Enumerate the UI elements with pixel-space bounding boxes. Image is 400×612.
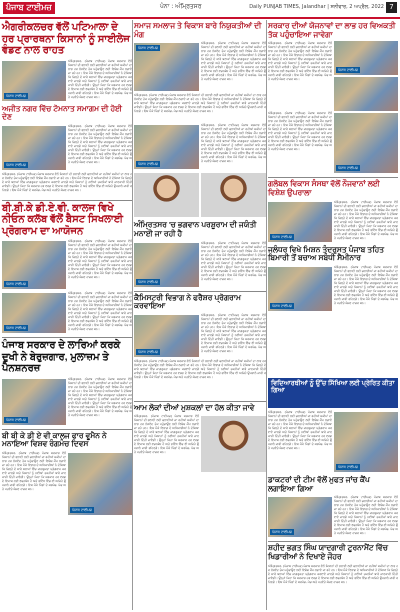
- photo-credit: ਪੰਜਾਬ ਟਾਈਮਜ਼: [138, 279, 158, 284]
- article-text: ਅੰਮ੍ਰਿਤਸਰ, (ਪੰਜਾਬ ਟਾਈਮਜ਼) ਪੰਜਾਬ ਸਰਕਾਰ ਵੱਲੋਂ ਕਿਸਾਨਾਂ ਦੀ ਭਲਾਈ ਲਈ ਚਲਾਈਆਂ ਜਾ ਰਹੀਆਂ ਸਕੀਮਾਂ ਦਾ ਲਾਭ ਹਰ ਲੋੜਵੰਦ ਤੱਕ ਪਹੁੰਚਾਉਣ ਲਈ ਵਿਸ਼ੇਸ਼ ਕੈਂਪ ਲਗਾਏ ਜਾ ਰਹੇ ਹਨ। ਇਸ ਮੌਕੇ ਵਿਭਾਗ ਦੇ ਅਧਿਕਾਰੀਆਂ ਨੇ ਦੱਸਿਆ ਕਿ ਜ਼ਿਲ੍ਹੇ ਦੇ ਸਾਰੇ ਬਲਾਕਾਂ ਵਿੱਚ ਜਾਗਰੂਕਤਾ ਪ੍ਰੋਗਰਾਮ ਕਰਵਾਏ ਜਾਣਗੇ ਅਤੇ ਕਿਸਾਨਾਂ ਨੂੰ ਨਵੀਆਂ ਤਕਨੀਕਾਂ ਬਾਰੇ ਜਾਣਕਾਰੀ ਦਿੱਤੀ ਜਾਵੇਗੀ। ਉਨ੍ਹਾਂ ਕਿਹਾ ਕਿ ਸਰਕਾਰ ਹਰ ਵਰਗ ਦੇ ਵਿਕਾਸ ਲਈ ਵਚਨਬੱਧ ਹੈ ਅਤੇ ਭਵਿੱਖ ਵਿੱਚ ਵੀ ਅਜਿਹੇ ਉਪਰਾਲੇ ਜਾਰੀ ਰਹਿਣਗੇ। ਇਸ ਮੌਕੇ ਪਿੰਡਾਂ ਦੇ ਸਰਪੰਚ, ਪੰਚ ਅਤੇ ਪਤਵੰਤੇ ਸੱਜਣ ਹਾਜ਼ਰ ਸਨ।: [2, 451, 66, 491]
- photo-credit: ਪੰਜਾਬ ਟਾਈਮਜ਼: [272, 303, 292, 308]
- article-text: ਅੰਮ੍ਰਿਤਸਰ, (ਪੰਜਾਬ ਟਾਈਮਜ਼) ਪੰਜਾਬ ਸਰਕਾਰ ਵੱਲੋਂ ਕਿਸਾਨਾਂ ਦੀ ਭਲਾਈ ਲਈ ਚਲਾਈਆਂ ਜਾ ਰਹੀਆਂ ਸਕੀਮਾਂ ਦਾ ਲਾਭ ਹਰ ਲੋੜਵੰਦ ਤੱਕ ਪਹੁੰਚਾਉਣ ਲਈ ਵਿਸ਼ੇਸ਼ ਕੈਂਪ ਲਗਾਏ ਜਾ ਰਹੇ ਹਨ। ਇਸ ਮੌਕੇ ਵਿਭਾਗ ਦੇ ਅਧਿਕਾਰੀਆਂ ਨੇ ਦੱਸਿਆ ਕਿ ਜ਼ਿਲ੍ਹੇ ਦੇ ਸਾਰੇ ਬਲਾਕਾਂ ਵਿੱਚ ਜਾਗਰੂਕਤਾ ਪ੍ਰੋਗਰਾਮ ਕਰਵਾਏ ਜਾਣਗੇ ਅਤੇ ਕਿਸਾਨਾਂ ਨੂੰ ਨਵੀਆਂ ਤਕਨੀਕਾਂ ਬਾਰੇ ਜਾਣਕਾਰੀ ਦਿੱਤੀ ਜਾਵੇਗੀ। ਉਨ੍ਹਾਂ ਕਿਹਾ ਕਿ ਸਰਕਾਰ ਹਰ ਵਰਗ ਦੇ ਵਿਕਾਸ ਲਈ ਵਚਨਬੱਧ ਹੈ ਅਤੇ ਭਵਿੱਖ ਵਿੱਚ ਵੀ ਅਜਿਹੇ ਉਪਰਾਲੇ ਜਾਰੀ ਰਹਿਣਗੇ। ਇਸ ਮੌਕੇ ਪਿੰਡਾਂ ਦੇ ਸਰਪੰਚ, ਪੰਚ ਅਤੇ ਪਤਵੰਤੇ ਸੱਜਣ ਹਾਜ਼ਰ ਸਨ।: [68, 291, 132, 332]
- highlight-banner: [268, 378, 398, 408]
- headline: ਸਰਕਾਰ ਦੀਆਂ ਯੋਜਨਾਵਾਂ ਦਾ ਲਾਭ ਹਰ ਵਿਅਕਤੀ ਤੱਕ ਪਹੁੰਚਾਇਆ ਜਾਵੇਗਾ: [268, 21, 396, 39]
- headline: ਜਲੰਧਰ ਵਿਖੇ ਮਿਸ਼ਨ ਤੰਦਰੁਸਤ ਪੰਜਾਬ ਤਹਿਤ ਬਿਮਾਰੀ ਤੋਂ ਬਚਾਅ ਸਬੰਧੀ ਸੈਮੀਨਾਰ: [268, 244, 385, 263]
- news-photo: [2, 61, 66, 101]
- photo-credit: ਪੰਜਾਬ ਟਾਈਮਜ਼: [338, 166, 358, 171]
- article-text: ਅੰਮ੍ਰਿਤਸਰ, (ਪੰਜਾਬ ਟਾਈਮਜ਼) ਪੰਜਾਬ ਸਰਕਾਰ ਵੱਲੋਂ ਕਿਸਾਨਾਂ ਦੀ ਭਲਾਈ ਲਈ ਚਲਾਈਆਂ ਜਾ ਰਹੀਆਂ ਸਕੀਮਾਂ ਦਾ ਲਾਭ ਹਰ ਲੋੜਵੰਦ ਤੱਕ ਪਹੁੰਚਾਉਣ ਲਈ ਵਿਸ਼ੇਸ਼ ਕੈਂਪ ਲਗਾਏ ਜਾ ਰਹੇ ਹਨ। ਇਸ ਮੌਕੇ ਵਿਭਾਗ ਦੇ ਅਧਿਕਾਰੀਆਂ ਨੇ ਦੱਸਿਆ ਕਿ ਜ਼ਿਲ੍ਹੇ ਦੇ ਸਾਰੇ ਬਲਾਕਾਂ ਵਿੱਚ ਜਾਗਰੂਕਤਾ ਪ੍ਰੋਗਰਾਮ ਕਰਵਾਏ ਜਾਣਗੇ ਅਤੇ ਕਿਸਾਨਾਂ ਨੂੰ ਨਵੀਆਂ ਤਕਨੀਕਾਂ ਬਾਰੇ ਜਾਣਕਾਰੀ ਦਿੱਤੀ ਜਾਵੇਗੀ। ਉਨ੍ਹਾਂ ਕਿਹਾ ਕਿ ਸਰਕਾਰ ਹਰ ਵਰਗ ਦੇ ਵਿਕਾਸ ਲਈ ਵਚਨਬੱਧ ਹੈ ਅਤੇ ਭਵਿੱਖ ਵਿੱਚ ਵੀ ਅਜਿਹੇ ਉਪਰਾਲੇ ਜਾਰੀ ਰਹਿਣਗੇ। ਇਸ ਮੌਕੇ ਪਿੰਡਾਂ ਦੇ ਸਰਪੰਚ, ਪੰਚ ਅਤੇ ਪਤਵੰਤੇ ਸੱਜਣ ਹਾਜ਼ਰ ਸਨ।: [334, 495, 398, 536]
- article-text: ਅੰਮ੍ਰਿਤਸਰ, (ਪੰਜਾਬ ਟਾਈਮਜ਼) ਪੰਜਾਬ ਸਰਕਾਰ ਵੱਲੋਂ ਕਿਸਾਨਾਂ ਦੀ ਭਲਾਈ ਲਈ ਚਲਾਈਆਂ ਜਾ ਰਹੀਆਂ ਸਕੀਮਾਂ ਦਾ ਲਾਭ ਹਰ ਲੋੜਵੰਦ ਤੱਕ ਪਹੁੰਚਾਉਣ ਲਈ ਵਿਸ਼ੇਸ਼ ਕੈਂਪ ਲਗਾਏ ਜਾ ਰਹੇ ਹਨ। ਇਸ ਮੌਕੇ ਵਿਭਾਗ ਦੇ ਅਧਿਕਾਰੀਆਂ ਨੇ ਦੱਸਿਆ ਕਿ ਜ਼ਿਲ੍ਹੇ ਦੇ ਸਾਰੇ ਬਲਾਕਾਂ ਵਿੱਚ ਜਾਗਰੂਕਤਾ ਪ੍ਰੋਗਰਾਮ ਕਰਵਾਏ ਜਾਣਗੇ ਅਤੇ ਕਿਸਾਨਾਂ ਨੂੰ ਨਵੀਆਂ ਤਕਨੀਕਾਂ ਬਾਰੇ ਜਾਣਕਾਰੀ ਦਿੱਤੀ ਜਾਵੇਗੀ। ਉਨ੍ਹਾਂ ਕਿਹਾ ਕਿ ਸਰਕਾਰ ਹਰ ਵਰਗ ਦੇ ਵਿਕਾਸ ਲਈ ਵਚਨਬੱਧ ਹੈ ਅਤੇ ਭਵਿੱਖ ਵਿੱਚ ਵੀ ਅਜਿਹੇ ਉਪਰਾਲੇ ਜਾਰੀ ਰਹਿਣਗੇ। ਇਸ ਮੌਕੇ ਪਿੰਡਾਂ ਦੇ ਸਰਪੰਚ, ਪੰਚ ਅਤੇ ਪਤਵੰਤੇ ਸੱਜਣ ਹਾਜ਼ਰ ਸਨ।: [134, 93, 266, 114]
- news-photo: [134, 243, 199, 287]
- photo-credit: ਪੰਜਾਬ ਟਾਈਮਜ਼: [6, 162, 26, 167]
- headline: ਅੰਮ੍ਰਿਤਸਰ 'ਚ ਭਗਵਾਨ ਪਰਸ਼ੂਰਾਮ ਦੀ ਜਯੰਤੀ ਮਨਾਈ ਜਾ ਰਹੀ ਹੈ: [134, 220, 257, 238]
- news-photo: [268, 267, 332, 311]
- article-text: ਅੰਮ੍ਰਿਤਸਰ, (ਪੰਜਾਬ ਟਾਈਮਜ਼) ਪੰਜਾਬ ਸਰਕਾਰ ਵੱਲੋਂ ਕਿਸਾਨਾਂ ਦੀ ਭਲਾਈ ਲਈ ਚਲਾਈਆਂ ਜਾ ਰਹੀਆਂ ਸਕੀਮਾਂ ਦਾ ਲਾਭ ਹਰ ਲੋੜਵੰਦ ਤੱਕ ਪਹੁੰਚਾਉਣ ਲਈ ਵਿਸ਼ੇਸ਼ ਕੈਂਪ ਲਗਾਏ ਜਾ ਰਹੇ ਹਨ। ਇਸ ਮੌਕੇ ਵਿਭਾਗ ਦੇ ਅਧਿਕਾਰੀਆਂ ਨੇ ਦੱਸਿਆ ਕਿ ਜ਼ਿਲ੍ਹੇ ਦੇ ਸਾਰੇ ਬਲਾਕਾਂ ਵਿੱਚ ਜਾਗਰੂਕਤਾ ਪ੍ਰੋਗਰਾਮ ਕਰਵਾਏ ਜਾਣਗੇ ਅਤੇ ਕਿਸਾਨਾਂ ਨੂੰ ਨਵੀਆਂ ਤਕਨੀਕਾਂ ਬਾਰੇ ਜਾਣਕਾਰੀ ਦਿੱਤੀ ਜਾਵੇਗੀ। ਉਨ੍ਹਾਂ ਕਿਹਾ ਕਿ ਸਰਕਾਰ ਹਰ ਵਰਗ ਦੇ ਵਿਕਾਸ ਲਈ ਵਚਨਬੱਧ ਹੈ ਅਤੇ ਭਵਿੱਖ ਵਿੱਚ ਵੀ ਅਜਿਹੇ ਉਪਰਾਲੇ ਜਾਰੀ ਰਹਿਣਗੇ। ਇਸ ਮੌਕੇ ਪਿੰਡਾਂ ਦੇ ਸਰਪੰਚ, ਪੰਚ ਅਤੇ ਪਤਵੰਤੇ ਸੱਜਣ ਹਾਜ਼ਰ ਸਨ।: [68, 58, 132, 99]
- photo-credit: ਪੰਜਾਬ ਟਾਈਮਜ਼: [138, 46, 158, 51]
- portrait-photo: [201, 173, 266, 217]
- photo-credit: ਪੰਜਾਬ ਟਾਈਮਜ਼: [338, 465, 358, 469]
- article-text: ਅੰਮ੍ਰਿਤਸਰ, (ਪੰਜਾਬ ਟਾਈਮਜ਼) ਪੰਜਾਬ ਸਰਕਾਰ ਵੱਲੋਂ ਕਿਸਾਨਾਂ ਦੀ ਭਲਾਈ ਲਈ ਚਲਾਈਆਂ ਜਾ ਰਹੀਆਂ ਸਕੀਮਾਂ ਦਾ ਲਾਭ ਹਰ ਲੋੜਵੰਦ ਤੱਕ ਪਹੁੰਚਾਉਣ ਲਈ ਵਿਸ਼ੇਸ਼ ਕੈਂਪ ਲਗਾਏ ਜਾ ਰਹੇ ਹਨ। ਇਸ ਮੌਕੇ ਵਿਭਾਗ ਦੇ ਅਧਿਕਾਰੀਆਂ ਨੇ ਦੱਸਿਆ ਕਿ ਜ਼ਿਲ੍ਹੇ ਦੇ ਸਾਰੇ ਬਲਾਕਾਂ ਵਿੱਚ ਜਾਗਰੂਕਤਾ ਪ੍ਰੋਗਰਾਮ ਕਰਵਾਏ ਜਾਣਗੇ ਅਤੇ ਕਿਸਾਨਾਂ ਨੂੰ ਨਵੀਆਂ ਤਕਨੀਕਾਂ ਬਾਰੇ ਜਾਣਕਾਰੀ ਦਿੱਤੀ ਜਾਵੇਗੀ। ਉਨ੍ਹਾਂ ਕਿਹਾ ਕਿ ਸਰਕਾਰ ਹਰ ਵਰਗ ਦੇ ਵਿਕਾਸ ਲਈ ਵਚਨਬੱਧ ਹੈ ਅਤੇ ਭਵਿੱਖ ਵਿੱਚ ਵੀ ਅਜਿਹੇ ਉਪਰਾਲੇ ਜਾਰੀ ਰਹਿਣਗੇ। ਇਸ ਮੌਕੇ ਪਿੰਡਾਂ ਦੇ ਸਰਪੰਚ, ਪੰਚ ਅਤੇ ਪਤਵੰਤੇ ਸੱਜਣ ਹਾਜ਼ਰ ਸਨ।: [268, 111, 332, 152]
- masthead: [0, 0, 400, 19]
- photo-credit: ਪੰਜਾਬ ਟਾਈਮਜ਼: [138, 162, 158, 167]
- news-photo: [268, 202, 332, 242]
- photo-credit: ਪੰਜਾਬ ਟਾਈਮਜ਼: [338, 68, 358, 73]
- news-photo: [134, 43, 199, 91]
- photo-credit: ਪੰਜਾਬ ਟਾਈਮਜ਼: [6, 282, 26, 287]
- column-middle: [134, 20, 266, 610]
- article-text: ਅੰਮ੍ਰਿਤਸਰ, (ਪੰਜਾਬ ਟਾਈਮਜ਼) ਪੰਜਾਬ ਸਰਕਾਰ ਵੱਲੋਂ ਕਿਸਾਨਾਂ ਦੀ ਭਲਾਈ ਲਈ ਚਲਾਈਆਂ ਜਾ ਰਹੀਆਂ ਸਕੀਮਾਂ ਦਾ ਲਾਭ ਹਰ ਲੋੜਵੰਦ ਤੱਕ ਪਹੁੰਚਾਉਣ ਲਈ ਵਿਸ਼ੇਸ਼ ਕੈਂਪ ਲਗਾਏ ਜਾ ਰਹੇ ਹਨ। ਇਸ ਮੌਕੇ ਵਿਭਾਗ ਦੇ ਅਧਿਕਾਰੀਆਂ ਨੇ ਦੱਸਿਆ ਕਿ ਜ਼ਿਲ੍ਹੇ ਦੇ ਸਾਰੇ ਬਲਾਕਾਂ ਵਿੱਚ ਜਾਗਰੂਕਤਾ ਪ੍ਰੋਗਰਾਮ ਕਰਵਾਏ ਜਾਣਗੇ ਅਤੇ ਕਿਸਾਨਾਂ ਨੂੰ ਨਵੀਆਂ ਤਕਨੀਕਾਂ ਬਾਰੇ ਜਾਣਕਾਰੀ ਦਿੱਤੀ ਜਾਵੇਗੀ। ਉਨ੍ਹਾਂ ਕਿਹਾ ਕਿ ਸਰਕਾਰ ਹਰ ਵਰਗ ਦੇ ਵਿਕਾਸ ਲਈ ਵਚਨਬੱਧ ਹੈ ਅਤੇ ਭਵਿੱਖ ਵਿੱਚ ਵੀ ਅਜਿਹੇ ਉਪਰਾਲੇ ਜਾਰੀ ਰਹਿਣਗੇ। ਇਸ ਮੌਕੇ ਪਿੰਡਾਂ ਦੇ ਸਰਪੰਚ, ਪੰਚ ਅਤੇ ਪਤਵੰਤੇ ਸੱਜਣ ਹਾਜ਼ਰ ਸਨ।: [134, 414, 199, 455]
- news-photo: [334, 77, 398, 111]
- headline: ਐਗਰੀਕਲਚਰ ਵੱਲੋਂ ਪਟਿਆਲਾ ਦੇ ਹਰ ਪ੍ਰਾਰਥਨਾ ਕਿਸਾਨਾਂ ਨੂੰ ਸਾਈਲੇਜ ਵੰਡਣ ਨਾਲ ਰਾਹਤ: [2, 22, 130, 56]
- article-text: ਅੰਮ੍ਰਿਤਸਰ, (ਪੰਜਾਬ ਟਾਈਮਜ਼) ਪੰਜਾਬ ਸਰਕਾਰ ਵੱਲੋਂ ਕਿਸਾਨਾਂ ਦੀ ਭਲਾਈ ਲਈ ਚਲਾਈਆਂ ਜਾ ਰਹੀਆਂ ਸਕੀਮਾਂ ਦਾ ਲਾਭ ਹਰ ਲੋੜਵੰਦ ਤੱਕ ਪਹੁੰਚਾਉਣ ਲਈ ਵਿਸ਼ੇਸ਼ ਕੈਂਪ ਲਗਾਏ ਜਾ ਰਹੇ ਹਨ। ਇਸ ਮੌਕੇ ਵਿਭਾਗ ਦੇ ਅਧਿਕਾਰੀਆਂ ਨੇ ਦੱਸਿਆ ਕਿ ਜ਼ਿਲ੍ਹੇ ਦੇ ਸਾਰੇ ਬਲਾਕਾਂ ਵਿੱਚ ਜਾਗਰੂਕਤਾ ਪ੍ਰੋਗਰਾਮ ਕਰਵਾਏ ਜਾਣਗੇ ਅਤੇ ਕਿਸਾਨਾਂ ਨੂੰ ਨਵੀਆਂ ਤਕਨੀਕਾਂ ਬਾਰੇ ਜਾਣਕਾਰੀ ਦਿੱਤੀ ਜਾਵੇਗੀ। ਉਨ੍ਹਾਂ ਕਿਹਾ ਕਿ ਸਰਕਾਰ ਹਰ ਵਰਗ ਦੇ ਵਿਕਾਸ ਲਈ ਵਚਨਬੱਧ ਹੈ ਅਤੇ ਭਵਿੱਖ ਵਿੱਚ ਵੀ ਅਜਿਹੇ ਉਪਰਾਲੇ ਜਾਰੀ ਰਹਿਣਗੇ। ਇਸ ਮੌਕੇ ਪਿੰਡਾਂ ਦੇ ਸਰਪੰਚ, ਪੰਚ ਅਤੇ ਪਤਵੰਤੇ ਸੱਜਣ ਹਾਜ਼ਰ ਸਨ।: [268, 41, 332, 82]
- news-photo: [134, 315, 199, 357]
- headline: ਸਮਾਜ ਸਮਲਾਜ ਤੇ ਵਿਕਾਸ ਬਾਰੇ ਨਿਯੁਕਤੀਆਂ ਦੀ ਮੰਗ: [134, 21, 262, 39]
- article-text: ਅੰਮ੍ਰਿਤਸਰ, (ਪੰਜਾਬ ਟਾਈਮਜ਼) ਪੰਜਾਬ ਸਰਕਾਰ ਵੱਲੋਂ ਕਿਸਾਨਾਂ ਦੀ ਭਲਾਈ ਲਈ ਚਲਾਈਆਂ ਜਾ ਰਹੀਆਂ ਸਕੀਮਾਂ ਦਾ ਲਾਭ ਹਰ ਲੋੜਵੰਦ ਤੱਕ ਪਹੁੰਚਾਉਣ ਲਈ ਵਿਸ਼ੇਸ਼ ਕੈਂਪ ਲਗਾਏ ਜਾ ਰਹੇ ਹਨ। ਇਸ ਮੌਕੇ ਵਿਭਾਗ ਦੇ ਅਧਿਕਾਰੀਆਂ ਨੇ ਦੱਸਿਆ ਕਿ ਜ਼ਿਲ੍ਹੇ ਦੇ ਸਾਰੇ ਬਲਾਕਾਂ ਵਿੱਚ ਜਾਗਰੂਕਤਾ ਪ੍ਰੋਗਰਾਮ ਕਰਵਾਏ ਜਾਣਗੇ ਅਤੇ ਕਿਸਾਨਾਂ ਨੂੰ ਨਵੀਆਂ ਤਕਨੀਕਾਂ ਬਾਰੇ ਜਾਣਕਾਰੀ ਦਿੱਤੀ ਜਾਵੇਗੀ। ਉਨ੍ਹਾਂ ਕਿਹਾ ਕਿ ਸਰਕਾਰ ਹਰ ਵਰਗ ਦੇ ਵਿਕਾਸ ਲਈ ਵਚਨਬੱਧ ਹੈ ਅਤੇ ਭਵਿੱਖ ਵਿੱਚ ਵੀ ਅਜਿਹੇ ਉਪਰਾਲੇ ਜਾਰੀ ਰਹਿਣਗੇ। ਇਸ ਮੌਕੇ ਪਿੰਡਾਂ ਦੇ ਸਰਪੰਚ, ਪੰਚ ਅਤੇ ਪਤਵੰਤੇ ਸੱਜਣ ਹਾਜ਼ਰ ਸਨ।: [334, 264, 398, 305]
- article-text: ਅੰਮ੍ਰਿਤਸਰ, (ਪੰਜਾਬ ਟਾਈਮਜ਼) ਪੰਜਾਬ ਸਰਕਾਰ ਵੱਲੋਂ ਕਿਸਾਨਾਂ ਦੀ ਭਲਾਈ ਲਈ ਚਲਾਈਆਂ ਜਾ ਰਹੀਆਂ ਸਕੀਮਾਂ ਦਾ ਲਾਭ ਹਰ ਲੋੜਵੰਦ ਤੱਕ ਪਹੁੰਚਾਉਣ ਲਈ ਵਿਸ਼ੇਸ਼ ਕੈਂਪ ਲਗਾਏ ਜਾ ਰਹੇ ਹਨ। ਇਸ ਮੌਕੇ ਵਿਭਾਗ ਦੇ ਅਧਿਕਾਰੀਆਂ ਨੇ ਦੱਸਿਆ ਕਿ ਜ਼ਿਲ੍ਹੇ ਦੇ ਸਾਰੇ ਬਲਾਕਾਂ ਵਿੱਚ ਜਾਗਰੂਕਤਾ ਪ੍ਰੋਗਰਾਮ ਕਰਵਾਏ ਜਾਣਗੇ ਅਤੇ ਕਿਸਾਨਾਂ ਨੂੰ ਨਵੀਆਂ ਤਕਨੀਕਾਂ ਬਾਰੇ ਜਾਣਕਾਰੀ ਦਿੱਤੀ ਜਾਵੇਗੀ। ਉਨ੍ਹਾਂ ਕਿਹਾ ਕਿ ਸਰਕਾਰ ਹਰ ਵਰਗ ਦੇ ਵਿਕਾਸ ਲਈ ਵਚਨਬੱਧ ਹੈ ਅਤੇ ਭਵਿੱਖ ਵਿੱਚ ਵੀ ਅਜਿਹੇ ਉਪਰਾਲੇ ਜਾਰੀ ਰਹਿਣਗੇ। ਇਸ ਮੌਕੇ ਪਿੰਡਾਂ ਦੇ ਸਰਪੰਚ, ਪੰਚ ਅਤੇ ਪਤਵੰਤੇ ਸੱਜਣ ਹਾਜ਼ਰ ਸਨ।: [68, 239, 132, 280]
- article-text: ਅੰਮ੍ਰਿਤਸਰ, (ਪੰਜਾਬ ਟਾਈਮਜ਼) ਪੰਜਾਬ ਸਰਕਾਰ ਵੱਲੋਂ ਕਿਸਾਨਾਂ ਦੀ ਭਲਾਈ ਲਈ ਚਲਾਈਆਂ ਜਾ ਰਹੀਆਂ ਸਕੀਮਾਂ ਦਾ ਲਾਭ ਹਰ ਲੋੜਵੰਦ ਤੱਕ ਪਹੁੰਚਾਉਣ ਲਈ ਵਿਸ਼ੇਸ਼ ਕੈਂਪ ਲਗਾਏ ਜਾ ਰਹੇ ਹਨ। ਇਸ ਮੌਕੇ ਵਿਭਾਗ ਦੇ ਅਧਿਕਾਰੀਆਂ ਨੇ ਦੱਸਿਆ ਕਿ ਜ਼ਿਲ੍ਹੇ ਦੇ ਸਾਰੇ ਬਲਾਕਾਂ ਵਿੱਚ ਜਾਗਰੂਕਤਾ ਪ੍ਰੋਗਰਾਮ ਕਰਵਾਏ ਜਾਣਗੇ ਅਤੇ ਕਿਸਾਨਾਂ ਨੂੰ ਨਵੀਆਂ ਤਕਨੀਕਾਂ ਬਾਰੇ ਜਾਣਕਾਰੀ ਦਿੱਤੀ ਜਾਵੇਗੀ। ਉਨ੍ਹਾਂ ਕਿਹਾ ਕਿ ਸਰਕਾਰ ਹਰ ਵਰਗ ਦੇ ਵਿਕਾਸ ਲਈ ਵਚਨਬੱਧ ਹੈ ਅਤੇ ਭਵਿੱਖ ਵਿੱਚ ਵੀ ਅਜਿਹੇ ਉਪਰਾਲੇ ਜਾਰੀ ਰਹਿਣਗੇ। ਇਸ ਮੌਕੇ ਪਿੰਡਾਂ ਦੇ ਸਰਪੰਚ, ਪੰਚ ਅਤੇ ਪਤਵੰਤੇ ਸੱਜਣ ਹਾਜ਼ਰ ਸਨ।: [201, 123, 266, 164]
- headline: ਅਜੀਤ ਨਗਰ ਵਿੱਚ ਟੋਮਨਾਤ ਸਮਾਗਮ ਦੀ ਹੋਈ ਦੇਣ: [2, 103, 123, 122]
- photo-credit: ਪੰਜਾਬ ਟਾਈਮਜ਼: [6, 326, 26, 331]
- banner-headline: ਵਿਦਿਆਰਥੀਆਂ ਨੂੰ ਉੱਚ ਸਿੱਖਿਆ ਲਈ ਪ੍ਰੇਰਿਤ ਕੀਤਾ ਗਿਆ: [271, 380, 395, 395]
- news-photo: [2, 293, 66, 333]
- headline: ਪੰਜਾਬ ਸਰਕਾਰ ਦੇ ਲਾਰਿਆਂ ਕਰਕੇ ਦੁਖੀ ਨੇ ਬੇਰੁਜ਼ਗਾਰ, ਮੁਲਾਜ਼ਮ ਤੇ ਪੈਨਸ਼ਨਰਜ਼: [2, 340, 121, 375]
- news-photo: [334, 41, 398, 75]
- page-section: ਪੰਨਾ : ਅੰਮ੍ਰਿਤਸਰ: [160, 3, 202, 10]
- column-right-lower: [268, 410, 398, 610]
- news-photo: [68, 453, 132, 515]
- portrait-photo: [201, 416, 266, 472]
- headline: ਬੀ ਬੀ ਕੇ ਡੀ ਏ ਵੀ ਕਾਲਜ ਫਾਰ ਵੂਮੈਨ ਨੇ ਮਨਾਇਆ ਵਿਸ਼ਵ ਰੰਗਮੰਚ ਦਿਵਸ: [2, 430, 107, 449]
- article-text: ਅੰਮ੍ਰਿਤਸਰ, (ਪੰਜਾਬ ਟਾਈਮਜ਼) ਪੰਜਾਬ ਸਰਕਾਰ ਵੱਲੋਂ ਕਿਸਾਨਾਂ ਦੀ ਭਲਾਈ ਲਈ ਚਲਾਈਆਂ ਜਾ ਰਹੀਆਂ ਸਕੀਮਾਂ ਦਾ ਲਾਭ ਹਰ ਲੋੜਵੰਦ ਤੱਕ ਪਹੁੰਚਾਉਣ ਲਈ ਵਿਸ਼ੇਸ਼ ਕੈਂਪ ਲਗਾਏ ਜਾ ਰਹੇ ਹਨ। ਇਸ ਮੌਕੇ ਵਿਭਾਗ ਦੇ ਅਧਿਕਾਰੀਆਂ ਨੇ ਦੱਸਿਆ ਕਿ ਜ਼ਿਲ੍ਹੇ ਦੇ ਸਾਰੇ ਬਲਾਕਾਂ ਵਿੱਚ ਜਾਗਰੂਕਤਾ ਪ੍ਰੋਗਰਾਮ ਕਰਵਾਏ ਜਾਣਗੇ ਅਤੇ ਕਿਸਾਨਾਂ ਨੂੰ ਨਵੀਆਂ ਤਕਨੀਕਾਂ ਬਾਰੇ ਜਾਣਕਾਰੀ ਦਿੱਤੀ ਜਾਵੇਗੀ। ਉਨ੍ਹਾਂ ਕਿਹਾ ਕਿ ਸਰਕਾਰ ਹਰ ਵਰਗ ਦੇ ਵਿਕਾਸ ਲਈ ਵਚਨਬੱਧ ਹੈ ਅਤੇ ਭਵਿੱਖ ਵਿੱਚ ਵੀ ਅਜਿਹੇ ਉਪਰਾਲੇ ਜਾਰੀ ਰਹਿਣਗੇ। ਇਸ ਮੌਕੇ ਪਿੰਡਾਂ ਦੇ ਸਰਪੰਚ, ਪੰਚ ਅਤੇ ਪਤਵੰਤੇ ਸੱਜਣ ਹਾਜ਼ਰ ਸਨ।: [68, 123, 132, 164]
- portrait-photo: [134, 173, 199, 217]
- newspaper-logo: ਪੰਜਾਬ ਟਾਈਮਜ਼: [3, 2, 55, 14]
- photo-credit: ਪੰਜਾਬ ਟਾਈਮਜ਼: [6, 93, 26, 98]
- article-text: ਅੰਮ੍ਰਿਤਸਰ, (ਪੰਜਾਬ ਟਾਈਮਜ਼) ਪੰਜਾਬ ਸਰਕਾਰ ਵੱਲੋਂ ਕਿਸਾਨਾਂ ਦੀ ਭਲਾਈ ਲਈ ਚਲਾਈਆਂ ਜਾ ਰਹੀਆਂ ਸਕੀਮਾਂ ਦਾ ਲਾਭ ਹਰ ਲੋੜਵੰਦ ਤੱਕ ਪਹੁੰਚਾਉਣ ਲਈ ਵਿਸ਼ੇਸ਼ ਕੈਂਪ ਲਗਾਏ ਜਾ ਰਹੇ ਹਨ। ਇਸ ਮੌਕੇ ਵਿਭਾਗ ਦੇ ਅਧਿਕਾਰੀਆਂ ਨੇ ਦੱਸਿਆ ਕਿ ਜ਼ਿਲ੍ਹੇ ਦੇ ਸਾਰੇ ਬਲਾਕਾਂ ਵਿੱਚ ਜਾਗਰੂਕਤਾ ਪ੍ਰੋਗਰਾਮ ਕਰਵਾਏ ਜਾਣਗੇ ਅਤੇ ਕਿਸਾਨਾਂ ਨੂੰ ਨਵੀਆਂ ਤਕਨੀਕਾਂ ਬਾਰੇ ਜਾਣਕਾਰੀ ਦਿੱਤੀ ਜਾਵੇਗੀ। ਉਨ੍ਹਾਂ ਕਿਹਾ ਕਿ ਸਰਕਾਰ ਹਰ ਵਰਗ ਦੇ ਵਿਕਾਸ ਲਈ ਵਚਨਬੱਧ ਹੈ ਅਤੇ ਭਵਿੱਖ ਵਿੱਚ ਵੀ ਅਜਿਹੇ ਉਪਰਾਲੇ ਜਾਰੀ ਰਹਿਣਗੇ। ਇਸ ਮੌਕੇ ਪਿੰਡਾਂ ਦੇ ਸਰਪੰਚ, ਪੰਚ ਅਤੇ ਪਤਵੰਤੇ ਸੱਜਣ ਹਾਜ਼ਰ ਸਨ।: [268, 563, 398, 584]
- photo-credit: ਪੰਜਾਬ ਟਾਈਮਜ਼: [6, 417, 26, 422]
- issue-date: Daily PUNJAB TIMES, Jalandhar | ਸ਼ਨੀਵਾਰ, 2 ਅਪ੍ਰੈਲ, 2022: [249, 4, 384, 10]
- news-photo: [2, 126, 66, 170]
- news-photo: [2, 241, 66, 289]
- headline: ਬੀ.ਬੀ.ਕੇ ਡੀ.ਏ.ਵੀ. ਕਾਲਜ ਵਿਖੇ ਨੀਓਨ ਕਲੱਬ ਵੱਲੋਂ ਬੈਸਟ ਸਿਖਲਾਈ ਪ੍ਰੋਗਰਾਮ ਦਾ ਆਯੋਜਨ: [2, 202, 124, 237]
- news-photo: [268, 497, 332, 537]
- article-text: ਅੰਮ੍ਰਿਤਸਰ, (ਪੰਜਾਬ ਟਾਈਮਜ਼) ਪੰਜਾਬ ਸਰਕਾਰ ਵੱਲੋਂ ਕਿਸਾਨਾਂ ਦੀ ਭਲਾਈ ਲਈ ਚਲਾਈਆਂ ਜਾ ਰਹੀਆਂ ਸਕੀਮਾਂ ਦਾ ਲਾਭ ਹਰ ਲੋੜਵੰਦ ਤੱਕ ਪਹੁੰਚਾਉਣ ਲਈ ਵਿਸ਼ੇਸ਼ ਕੈਂਪ ਲਗਾਏ ਜਾ ਰਹੇ ਹਨ। ਇਸ ਮੌਕੇ ਵਿਭਾਗ ਦੇ ਅਧਿਕਾਰੀਆਂ ਨੇ ਦੱਸਿਆ ਕਿ ਜ਼ਿਲ੍ਹੇ ਦੇ ਸਾਰੇ ਬਲਾਕਾਂ ਵਿੱਚ ਜਾਗਰੂਕਤਾ ਪ੍ਰੋਗਰਾਮ ਕਰਵਾਏ ਜਾਣਗੇ ਅਤੇ ਕਿਸਾਨਾਂ ਨੂੰ ਨਵੀਆਂ ਤਕਨੀਕਾਂ ਬਾਰੇ ਜਾਣਕਾਰੀ ਦਿੱਤੀ ਜਾਵੇਗੀ। ਉਨ੍ਹਾਂ ਕਿਹਾ ਕਿ ਸਰਕਾਰ ਹਰ ਵਰਗ ਦੇ ਵਿਕਾਸ ਲਈ ਵਚਨਬੱਧ ਹੈ ਅਤੇ ਭਵਿੱਖ ਵਿੱਚ ਵੀ ਅਜਿਹੇ ਉਪਰਾਲੇ ਜਾਰੀ ਰਹਿਣਗੇ। ਇਸ ਮੌਕੇ ਪਿੰਡਾਂ ਦੇ ਸਰਪੰਚ, ਪੰਚ ਅਤੇ ਪਤਵੰਤੇ ਸੱਜਣ ਹਾਜ਼ਰ ਸਨ।: [134, 358, 266, 379]
- article-text: ਅੰਮ੍ਰਿਤਸਰ, (ਪੰਜਾਬ ਟਾਈਮਜ਼) ਪੰਜਾਬ ਸਰਕਾਰ ਵੱਲੋਂ ਕਿਸਾਨਾਂ ਦੀ ਭਲਾਈ ਲਈ ਚਲਾਈਆਂ ਜਾ ਰਹੀਆਂ ਸਕੀਮਾਂ ਦਾ ਲਾਭ ਹਰ ਲੋੜਵੰਦ ਤੱਕ ਪਹੁੰਚਾਉਣ ਲਈ ਵਿਸ਼ੇਸ਼ ਕੈਂਪ ਲਗਾਏ ਜਾ ਰਹੇ ਹਨ। ਇਸ ਮੌਕੇ ਵਿਭਾਗ ਦੇ ਅਧਿਕਾਰੀਆਂ ਨੇ ਦੱਸਿਆ ਕਿ ਜ਼ਿਲ੍ਹੇ ਦੇ ਸਾਰੇ ਬਲਾਕਾਂ ਵਿੱਚ ਜਾਗਰੂਕਤਾ ਪ੍ਰੋਗਰਾਮ ਕਰਵਾਏ ਜਾਣਗੇ ਅਤੇ ਕਿਸਾਨਾਂ ਨੂੰ ਨਵੀਆਂ ਤਕਨੀਕਾਂ ਬਾਰੇ ਜਾਣਕਾਰੀ ਦਿੱਤੀ ਜਾਵੇਗੀ। ਉਨ੍ਹਾਂ ਕਿਹਾ ਕਿ ਸਰਕਾਰ ਹਰ ਵਰਗ ਦੇ ਵਿਕਾਸ ਲਈ ਵਚਨਬੱਧ ਹੈ ਅਤੇ ਭਵਿੱਖ ਵਿੱਚ ਵੀ ਅਜਿਹੇ ਉਪਰਾਲੇ ਜਾਰੀ ਰਹਿਣਗੇ। ਇਸ ਮੌਕੇ ਪਿੰਡਾਂ ਦੇ ਸਰਪੰਚ, ਪੰਚ ਅਤੇ ਪਤਵੰਤੇ ਸੱਜਣ ਹਾਜ਼ਰ ਸਨ।: [201, 240, 266, 281]
- news-photo: [134, 125, 199, 169]
- column-divider: [266, 20, 267, 610]
- news-photo: [334, 113, 398, 173]
- column-divider: [132, 20, 133, 610]
- photo-credit: ਪੰਜਾਬ ਟਾਈਮਜ਼: [272, 530, 292, 535]
- page-number: 7: [386, 2, 397, 13]
- article-text: ਅੰਮ੍ਰਿਤਸਰ, (ਪੰਜਾਬ ਟਾਈਮਜ਼) ਪੰਜਾਬ ਸਰਕਾਰ ਵੱਲੋਂ ਕਿਸਾਨਾਂ ਦੀ ਭਲਾਈ ਲਈ ਚਲਾਈਆਂ ਜਾ ਰਹੀਆਂ ਸਕੀਮਾਂ ਦਾ ਲਾਭ ਹਰ ਲੋੜਵੰਦ ਤੱਕ ਪਹੁੰਚਾਉਣ ਲਈ ਵਿਸ਼ੇਸ਼ ਕੈਂਪ ਲਗਾਏ ਜਾ ਰਹੇ ਹਨ। ਇਸ ਮੌਕੇ ਵਿਭਾਗ ਦੇ ਅਧਿਕਾਰੀਆਂ ਨੇ ਦੱਸਿਆ ਕਿ ਜ਼ਿਲ੍ਹੇ ਦੇ ਸਾਰੇ ਬਲਾਕਾਂ ਵਿੱਚ ਜਾਗਰੂਕਤਾ ਪ੍ਰੋਗਰਾਮ ਕਰਵਾਏ ਜਾਣਗੇ ਅਤੇ ਕਿਸਾਨਾਂ ਨੂੰ ਨਵੀਆਂ ਤਕਨੀਕਾਂ ਬਾਰੇ ਜਾਣਕਾਰੀ ਦਿੱਤੀ ਜਾਵੇਗੀ। ਉਨ੍ਹਾਂ ਕਿਹਾ ਕਿ ਸਰਕਾਰ ਹਰ ਵਰਗ ਦੇ ਵਿਕਾਸ ਲਈ ਵਚਨਬੱਧ ਹੈ ਅਤੇ ਭਵਿੱਖ ਵਿੱਚ ਵੀ ਅਜਿਹੇ ਉਪਰਾਲੇ ਜਾਰੀ ਰਹਿਣਗੇ। ਇਸ ਮੌਕੇ ਪਿੰਡਾਂ ਦੇ ਸਰਪੰਚ, ਪੰਚ ਅਤੇ ਪਤਵੰਤੇ ਸੱਜਣ ਹਾਜ਼ਰ ਸਨ।: [2, 171, 132, 192]
- headline: ਸ਼ਹੀਦ ਭਗਤ ਸਿੰਘ ਯਾਦਗਾਰੀ ਟੂਰਨਾਮੈਂਟ ਵਿੱਚ ਖਿਡਾਰੀਆਂ ਨੇ ਦਿਖਾਏ ਜੌਹਰ: [268, 543, 388, 561]
- photo-credit: ਪੰਜਾਬ ਟਾਈਮਜ਼: [138, 349, 158, 354]
- column-left: [2, 20, 132, 610]
- news-photo: [334, 412, 398, 472]
- headline: ਆਮ ਲੋਕਾਂ ਦੀਆਂ ਮੁਸ਼ਕਲਾਂ ਦਾ ਹੱਲ ਕੀਤਾ ਜਾਵੇ: [134, 402, 255, 412]
- article-text: ਅੰਮ੍ਰਿਤਸਰ, (ਪੰਜਾਬ ਟਾਈਮਜ਼) ਪੰਜਾਬ ਸਰਕਾਰ ਵੱਲੋਂ ਕਿਸਾਨਾਂ ਦੀ ਭਲਾਈ ਲਈ ਚਲਾਈਆਂ ਜਾ ਰਹੀਆਂ ਸਕੀਮਾਂ ਦਾ ਲਾਭ ਹਰ ਲੋੜਵੰਦ ਤੱਕ ਪਹੁੰਚਾਉਣ ਲਈ ਵਿਸ਼ੇਸ਼ ਕੈਂਪ ਲਗਾਏ ਜਾ ਰਹੇ ਹਨ। ਇਸ ਮੌਕੇ ਵਿਭਾਗ ਦੇ ਅਧਿਕਾਰੀਆਂ ਨੇ ਦੱਸਿਆ ਕਿ ਜ਼ਿਲ੍ਹੇ ਦੇ ਸਾਰੇ ਬਲਾਕਾਂ ਵਿੱਚ ਜਾਗਰੂਕਤਾ ਪ੍ਰੋਗਰਾਮ ਕਰਵਾਏ ਜਾਣਗੇ ਅਤੇ ਕਿਸਾਨਾਂ ਨੂੰ ਨਵੀਆਂ ਤਕਨੀਕਾਂ ਬਾਰੇ ਜਾਣਕਾਰੀ ਦਿੱਤੀ ਜਾਵੇਗੀ। ਉਨ੍ਹਾਂ ਕਿਹਾ ਕਿ ਸਰਕਾਰ ਹਰ ਵਰਗ ਦੇ ਵਿਕਾਸ ਲਈ ਵਚਨਬੱਧ ਹੈ ਅਤੇ ਭਵਿੱਖ ਵਿੱਚ ਵੀ ਅਜਿਹੇ ਉਪਰਾਲੇ ਜਾਰੀ ਰਹਿਣਗੇ। ਇਸ ਮੌਕੇ ਪਿੰਡਾਂ ਦੇ ਸਰਪੰਚ, ਪੰਚ ਅਤੇ ਪਤਵੰਤੇ ਸੱਜਣ ਹਾਜ਼ਰ ਸਨ।: [201, 41, 266, 82]
- headline: ਡਾਕਟਰਾਂ ਦੀ ਟੀਮ ਵੱਲੋਂ ਮੁਫਤ ਜਾਂਚ ਕੈਂਪ ਲਗਾਇਆ ਗਿਆ: [268, 475, 370, 493]
- article-text: ਅੰਮ੍ਰਿਤਸਰ, (ਪੰਜਾਬ ਟਾਈਮਜ਼) ਪੰਜਾਬ ਸਰਕਾਰ ਵੱਲੋਂ ਕਿਸਾਨਾਂ ਦੀ ਭਲਾਈ ਲਈ ਚਲਾਈਆਂ ਜਾ ਰਹੀਆਂ ਸਕੀਮਾਂ ਦਾ ਲਾਭ ਹਰ ਲੋੜਵੰਦ ਤੱਕ ਪਹੁੰਚਾਉਣ ਲਈ ਵਿਸ਼ੇਸ਼ ਕੈਂਪ ਲਗਾਏ ਜਾ ਰਹੇ ਹਨ। ਇਸ ਮੌਕੇ ਵਿਭਾਗ ਦੇ ਅਧਿਕਾਰੀਆਂ ਨੇ ਦੱਸਿਆ ਕਿ ਜ਼ਿਲ੍ਹੇ ਦੇ ਸਾਰੇ ਬਲਾਕਾਂ ਵਿੱਚ ਜਾਗਰੂਕਤਾ ਪ੍ਰੋਗਰਾਮ ਕਰਵਾਏ ਜਾਣਗੇ ਅਤੇ ਕਿਸਾਨਾਂ ਨੂੰ ਨਵੀਆਂ ਤਕਨੀਕਾਂ ਬਾਰੇ ਜਾਣਕਾਰੀ ਦਿੱਤੀ ਜਾਵੇਗੀ। ਉਨ੍ਹਾਂ ਕਿਹਾ ਕਿ ਸਰਕਾਰ ਹਰ ਵਰਗ ਦੇ ਵਿਕਾਸ ਲਈ ਵਚਨਬੱਧ ਹੈ ਅਤੇ ਭਵਿੱਖ ਵਿੱਚ ਵੀ ਅਜਿਹੇ ਉਪਰਾਲੇ ਜਾਰੀ ਰਹਿਣਗੇ। ਇਸ ਮੌਕੇ ਪਿੰਡਾਂ ਦੇ ਸਰਪੰਚ, ਪੰਚ ਅਤੇ ਪਤਵੰਤੇ ਸੱਜਣ ਹਾਜ਼ਰ ਸਨ।: [334, 199, 398, 240]
- photo-credit: ਪੰਜਾਬ ਟਾਈਮਜ਼: [272, 234, 292, 239]
- article-text: ਅੰਮ੍ਰਿਤਸਰ, (ਪੰਜਾਬ ਟਾਈਮਜ਼) ਪੰਜਾਬ ਸਰਕਾਰ ਵੱਲੋਂ ਕਿਸਾਨਾਂ ਦੀ ਭਲਾਈ ਲਈ ਚਲਾਈਆਂ ਜਾ ਰਹੀਆਂ ਸਕੀਮਾਂ ਦਾ ਲਾਭ ਹਰ ਲੋੜਵੰਦ ਤੱਕ ਪਹੁੰਚਾਉਣ ਲਈ ਵਿਸ਼ੇਸ਼ ਕੈਂਪ ਲਗਾਏ ਜਾ ਰਹੇ ਹਨ। ਇਸ ਮੌਕੇ ਵਿਭਾਗ ਦੇ ਅਧਿਕਾਰੀਆਂ ਨੇ ਦੱਸਿਆ ਕਿ ਜ਼ਿਲ੍ਹੇ ਦੇ ਸਾਰੇ ਬਲਾਕਾਂ ਵਿੱਚ ਜਾਗਰੂਕਤਾ ਪ੍ਰੋਗਰਾਮ ਕਰਵਾਏ ਜਾਣਗੇ ਅਤੇ ਕਿਸਾਨਾਂ ਨੂੰ ਨਵੀਆਂ ਤਕਨੀਕਾਂ ਬਾਰੇ ਜਾਣਕਾਰੀ ਦਿੱਤੀ ਜਾਵੇਗੀ। ਉਨ੍ਹਾਂ ਕਿਹਾ ਕਿ ਸਰਕਾਰ ਹਰ ਵਰਗ ਦੇ ਵਿਕਾਸ ਲਈ ਵਚਨਬੱਧ ਹੈ ਅਤੇ ਭਵਿੱਖ ਵਿੱਚ ਵੀ ਅਜਿਹੇ ਉਪਰਾਲੇ ਜਾਰੀ ਰਹਿਣਗੇ। ਇਸ ਮੌਕੇ ਪਿੰਡਾਂ ਦੇ ਸਰਪੰਚ, ਪੰਚ ਅਤੇ ਪਤਵੰਤੇ ਸੱਜਣ ਹਾਜ਼ਰ ਸਨ।: [268, 410, 332, 450]
- photo-credit: ਪੰਜਾਬ ਟਾਈਮਜ਼: [72, 508, 92, 512]
- article-text: ਅੰਮ੍ਰਿਤਸਰ, (ਪੰਜਾਬ ਟਾਈਮਜ਼) ਪੰਜਾਬ ਸਰਕਾਰ ਵੱਲੋਂ ਕਿਸਾਨਾਂ ਦੀ ਭਲਾਈ ਲਈ ਚਲਾਈਆਂ ਜਾ ਰਹੀਆਂ ਸਕੀਮਾਂ ਦਾ ਲਾਭ ਹਰ ਲੋੜਵੰਦ ਤੱਕ ਪਹੁੰਚਾਉਣ ਲਈ ਵਿਸ਼ੇਸ਼ ਕੈਂਪ ਲਗਾਏ ਜਾ ਰਹੇ ਹਨ। ਇਸ ਮੌਕੇ ਵਿਭਾਗ ਦੇ ਅਧਿਕਾਰੀਆਂ ਨੇ ਦੱਸਿਆ ਕਿ ਜ਼ਿਲ੍ਹੇ ਦੇ ਸਾਰੇ ਬਲਾਕਾਂ ਵਿੱਚ ਜਾਗਰੂਕਤਾ ਪ੍ਰੋਗਰਾਮ ਕਰਵਾਏ ਜਾਣਗੇ ਅਤੇ ਕਿਸਾਨਾਂ ਨੂੰ ਨਵੀਆਂ ਤਕਨੀਕਾਂ ਬਾਰੇ ਜਾਣਕਾਰੀ ਦਿੱਤੀ ਜਾਵੇਗੀ। ਉਨ੍ਹਾਂ ਕਿਹਾ ਕਿ ਸਰਕਾਰ ਹਰ ਵਰਗ ਦੇ ਵਿਕਾਸ ਲਈ ਵਚਨਬੱਧ ਹੈ ਅਤੇ ਭਵਿੱਖ ਵਿੱਚ ਵੀ ਅਜਿਹੇ ਉਪਰਾਲੇ ਜਾਰੀ ਰਹਿਣਗੇ। ਇਸ ਮੌਕੇ ਪਿੰਡਾਂ ਦੇ ਸਰਪੰਚ, ਪੰਚ ਅਤੇ ਪਤਵੰਤੇ ਸੱਜਣ ਹਾਜ਼ਰ ਸਨ।: [68, 376, 132, 417]
- headline: ਗਲੋਬਲ ਵਿਕਾਸ ਸੰਸਥਾ ਵੱਲੋਂ ਨੌਜਵਾਨਾਂ ਲਈ ਵਿਸ਼ੇਸ਼ ਉਪਰਾਲਾ: [268, 179, 380, 197]
- news-photo: [2, 379, 66, 425]
- headline: ਕੈਮਿਸਟਰੀ ਵਿਭਾਗ ਨੇ ਫਰੈਸ਼ਰ ਪ੍ਰੋਗਰਾਮ ਕਰਵਾਇਆ: [134, 292, 241, 311]
- article-text: ਅੰਮ੍ਰਿਤਸਰ, (ਪੰਜਾਬ ਟਾਈਮਜ਼) ਪੰਜਾਬ ਸਰਕਾਰ ਵੱਲੋਂ ਕਿਸਾਨਾਂ ਦੀ ਭਲਾਈ ਲਈ ਚਲਾਈਆਂ ਜਾ ਰਹੀਆਂ ਸਕੀਮਾਂ ਦਾ ਲਾਭ ਹਰ ਲੋੜਵੰਦ ਤੱਕ ਪਹੁੰਚਾਉਣ ਲਈ ਵਿਸ਼ੇਸ਼ ਕੈਂਪ ਲਗਾਏ ਜਾ ਰਹੇ ਹਨ। ਇਸ ਮੌਕੇ ਵਿਭਾਗ ਦੇ ਅਧਿਕਾਰੀਆਂ ਨੇ ਦੱਸਿਆ ਕਿ ਜ਼ਿਲ੍ਹੇ ਦੇ ਸਾਰੇ ਬਲਾਕਾਂ ਵਿੱਚ ਜਾਗਰੂਕਤਾ ਪ੍ਰੋਗਰਾਮ ਕਰਵਾਏ ਜਾਣਗੇ ਅਤੇ ਕਿਸਾਨਾਂ ਨੂੰ ਨਵੀਆਂ ਤਕਨੀਕਾਂ ਬਾਰੇ ਜਾਣਕਾਰੀ ਦਿੱਤੀ ਜਾਵੇਗੀ। ਉਨ੍ਹਾਂ ਕਿਹਾ ਕਿ ਸਰਕਾਰ ਹਰ ਵਰਗ ਦੇ ਵਿਕਾਸ ਲਈ ਵਚਨਬੱਧ ਹੈ ਅਤੇ ਭਵਿੱਖ ਵਿੱਚ ਵੀ ਅਜਿਹੇ ਉਪਰਾਲੇ ਜਾਰੀ ਰਹਿਣਗੇ। ਇਸ ਮੌਕੇ ਪਿੰਡਾਂ ਦੇ ਸਰਪੰਚ, ਪੰਚ ਅਤੇ ਪਤਵੰਤੇ ਸੱਜਣ ਹਾਜ਼ਰ ਸਨ।: [201, 312, 266, 353]
